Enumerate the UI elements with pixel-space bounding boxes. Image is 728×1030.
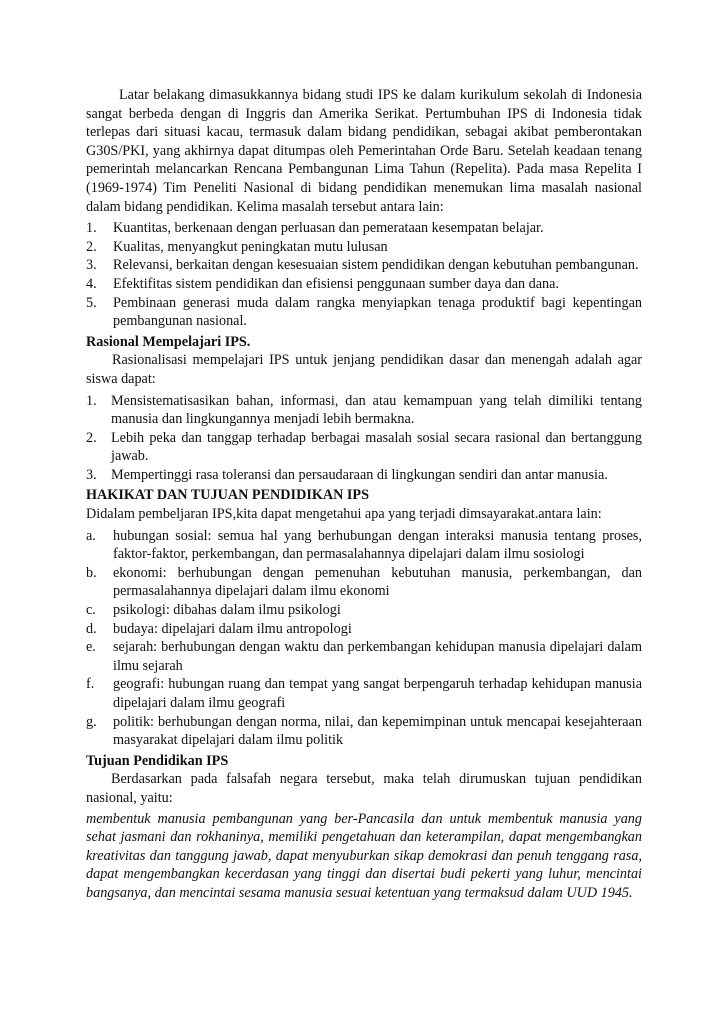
list-item [86, 620, 642, 639]
list-item [86, 638, 642, 675]
list-marker: 3. [86, 257, 97, 274]
list-item [86, 256, 642, 275]
tujuan-quote: membentuk manusia pembangunan yang ber-Pancasila dan untuk membentuk manusia yang sehat jasmani dan rokhaninya, memiliki pengetahuan dan keterampilan, dapat mengembangkan kreativitas dan tanggung jawab, dapat menyuburkan sikap demokrasi dan penuh tenggang rasa, dapat mengembangkan kecerdasan yang tinggi dan disertai budi pekerti yang luhur, mencintai bangsanya, dan mencintai sesama manusia sesuai ketentuan yang termaksud dalam UUD 1945. [86, 810, 642, 901]
list-item-text: psikologi: dibahas dalam ilmu psikologi [113, 602, 341, 619]
rasional-list [86, 392, 642, 485]
list-marker: g. [86, 713, 97, 730]
list-item [86, 564, 642, 601]
list-marker: 5. [86, 294, 97, 311]
list-item-text: budaya: dipelajari dalam ilmu antropologi [113, 620, 352, 637]
list-item [86, 275, 642, 294]
hakikat-list [86, 527, 642, 750]
list-marker: 3. [86, 466, 97, 483]
list-item [86, 527, 642, 564]
list-marker: b. [86, 564, 97, 581]
list-marker: 1. [86, 392, 97, 409]
list-item [86, 238, 642, 257]
list-item-text: ekonomi: berhubungan dengan pemenuhan kebutuhan manusia, perkembangan, dan permasalahannya dipelajari dalam ilmu ekonomi [113, 564, 642, 600]
list-marker: e. [86, 639, 96, 656]
list-marker: f. [86, 676, 95, 693]
list-item-text: politik: berhubungan dengan norma, nilai, dan kepemimpinan untuk mencapai kesejahteraan masyarakat dipelajari dalam ilmu politik [113, 713, 642, 749]
hakikat-paragraph: Didalam pembeljaran IPS,kita dapat mengetahui apa yang terjadi dimsayarakat.antara lain: [86, 506, 602, 523]
list-item [86, 219, 642, 238]
list-marker: 2. [86, 429, 97, 446]
list-item [86, 713, 642, 750]
list-marker: 1. [86, 220, 97, 237]
list-item-text: sejarah: berhubungan dengan waktu dan perkembangan kehidupan manusia dipelajari dalam ilmu sejarah [113, 639, 642, 674]
list-item [86, 392, 642, 429]
intro-paragraph: Latar belakang dimasukkannya bidang studi IPS ke dalam kurikulum sekolah di Indonesia sangat berbeda dengan di Inggris dan Amerika Serikat. Pertumbuhan IPS di Indonesia tidak terlepas dari situasi kacau, termasuk dalam bidang pendidikan, sebagai akibat pemberontakan G30S/PKI, yang akhirnya dapat ditumpas oleh Pemerintahan Orde Baru. Setelah keadaan tenang pemerintah melancarkan Rencana Pembangunan Lima Tahun (Repelita). Pada masa Repelita I (1969-1974) Tim Peneliti Nasional di bidang pendidikan menemukan lima masalah nasional dalam bidang pendidikan. Kelima masalah tersebut antara lain: [86, 87, 642, 215]
list-marker: 4. [86, 275, 97, 292]
tujuan-paragraph: Berdasarkan pada falsafah negara tersebut, maka telah dirumuskan tujuan pendidikan nasional, yaitu: [86, 771, 642, 806]
list-item-text: Pembinaan generasi muda dalam rangka menyiapkan tenaga produktif bagi kepentingan pembangunan nasional. [113, 294, 642, 330]
list-marker: d. [86, 620, 97, 637]
section-heading-hakikat: HAKIKAT DAN TUJUAN PENDIDIKAN IPS [86, 487, 369, 504]
list-item-text: Kuantitas, berkenaan dengan perluasan dan pemerataan kesempatan belajar. [113, 220, 544, 237]
document-page [86, 86, 642, 903]
list-item-text: Kualitas, menyangkut peningkatan mutu lulusan [113, 238, 388, 255]
list-marker: a. [86, 527, 96, 544]
list-item-text: Mempertinggi rasa toleransi dan persaudaraan di lingkungan sendiri dan antar manusia. [111, 466, 608, 483]
list-item-text: Efektifitas sistem pendidikan dan efisiensi penggunaan sumber daya dan dana. [113, 275, 559, 292]
list-item [86, 675, 642, 712]
section-heading-tujuan: Tujuan Pendidikan IPS [86, 752, 229, 769]
list-item-text: hubungan sosial: semua hal yang berhubungan dengan interaksi manusia tentang proses, faktor-faktor, perkembangan, dan permasalahannya dipelajari dalam ilmu sosiologi [113, 527, 642, 563]
rasional-paragraph: Rasionalisasi mempelajari IPS untuk jenjang pendidikan dasar dan menengah adalah agar siswa dapat: [86, 352, 642, 387]
problem-list [86, 219, 642, 331]
list-marker: c. [86, 602, 96, 619]
list-item-text: Relevansi, berkaitan dengan kesesuaian sistem pendidikan dengan kebutuhan pembangunan. [113, 257, 639, 274]
list-item [86, 601, 642, 620]
list-item-text: Mensistematisasikan bahan, informasi, dan atau kemampuan yang telah dimiliki tentang manusia dan lingkungannya menjadi lebih bermakna. [111, 392, 642, 428]
list-item [86, 294, 642, 331]
list-item [86, 429, 642, 466]
list-item-text: Lebih peka dan tanggap terhadap berbagai masalah sosial secara rasional dan bertanggung jawab. [111, 429, 642, 465]
list-marker: 2. [86, 238, 97, 255]
list-item [86, 466, 642, 485]
section-heading-rasional: Rasional Mempelajari IPS. [86, 333, 251, 350]
list-item-text: geografi: hubungan ruang dan tempat yang sangat berpengaruh terhadap kehidupan manusia dipelajari dalam ilmu geografi [113, 676, 642, 711]
